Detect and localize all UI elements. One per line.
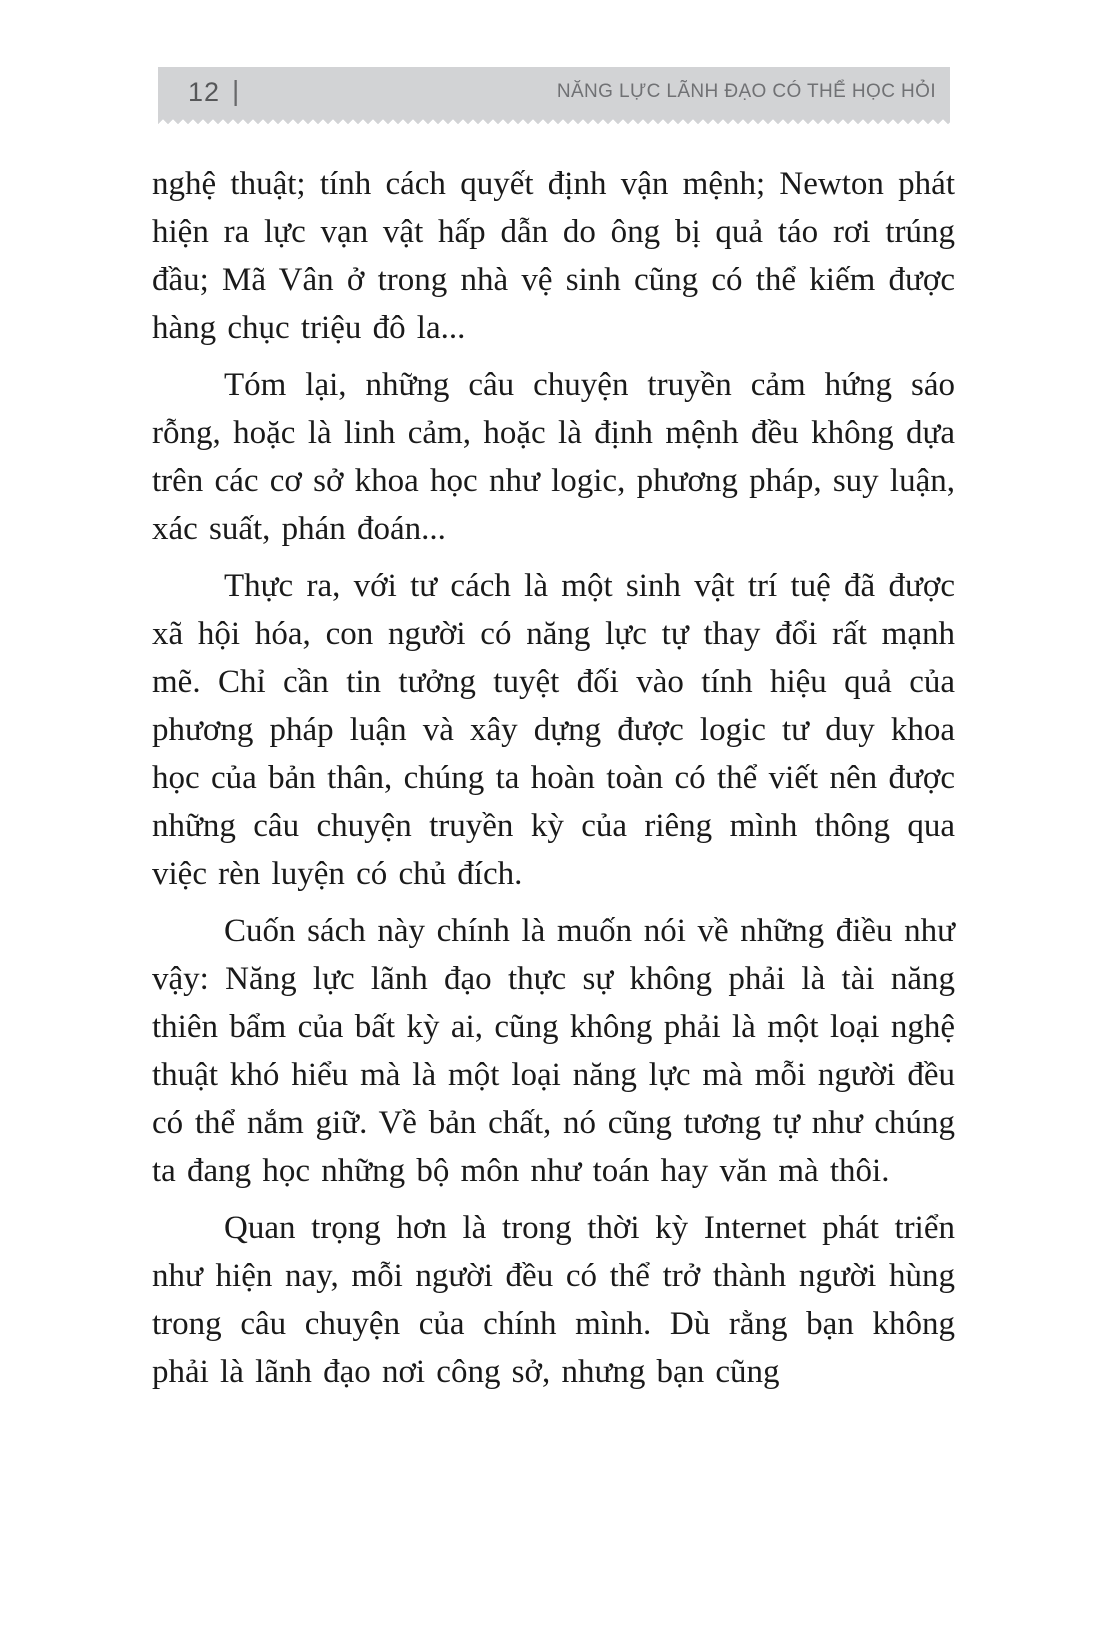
- paragraph: Cuốn sách này chính là muốn nói về những điều như vậy: Năng lực lãnh đạo thực sự không phải là tài năng thiên bẩm của bất kỳ ai, cũng không phải là một loại nghệ thuật khó hiểu mà là một loại năng lực mà mỗi người đều có thể nắm giữ. Về bản chất, nó cũng tương tự như chúng ta đang học những bộ môn như toán hay văn mà thôi.: [152, 913, 955, 1189]
- running-header: [158, 67, 950, 117]
- page-number: 12: [188, 76, 221, 107]
- page-number-separator: |: [232, 75, 240, 106]
- page-number-group: [188, 76, 239, 108]
- paragraph: Thực ra, với tư cách là một sinh vật trí tuệ đã được xã hội hóa, con người có năng lực tự thay đổi rất mạnh mẽ. Chỉ cần tin tưởng tuyệt đối vào tính hiệu quả của phương pháp luận và xây dựng được logic tư duy khoa học của bản thân, chúng ta hoàn toàn có thể viết nên được những câu chuyện truyền kỳ của riêng mình thông qua việc rèn luyện có chủ đích.: [152, 568, 955, 892]
- paragraph: Tóm lại, những câu chuyện truyền cảm hứng sáo rỗng, hoặc là linh cảm, hoặc là định mệnh đều không dựa trên các cơ sở khoa học như logic, phương pháp, suy luận, xác suất, phán đoán...: [152, 367, 955, 547]
- running-title: NĂNG LỰC LÃNH ĐẠO CÓ THỂ HỌC HỎI: [556, 81, 936, 102]
- page-body: [152, 160, 955, 1405]
- paragraph: Quan trọng hơn là trong thời kỳ Internet phát triển như hiện nay, mỗi người đều có thể trở thành người hùng trong câu chuyện của chính mình. Dù rằng bạn không phải là lãnh đạo nơi công sở, nhưng bạn cũng: [152, 1210, 955, 1390]
- paragraph: nghệ thuật; tính cách quyết định vận mệnh; Newton phát hiện ra lực vạn vật hấp dẫn do ông bị quả táo rơi trúng đầu; Mã Vân ở trong nhà vệ sinh cũng có thể kiếm được hàng chục triệu đô la...: [152, 166, 955, 346]
